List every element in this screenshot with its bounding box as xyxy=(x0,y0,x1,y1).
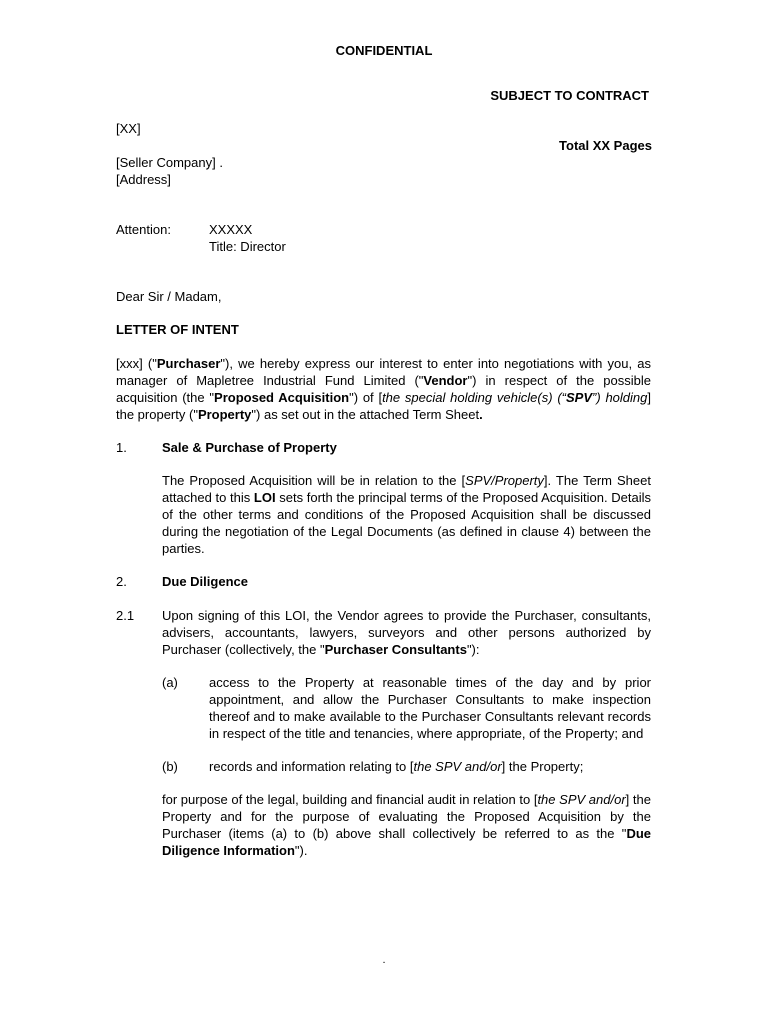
subject-to-contract: SUBJECT TO CONTRACT xyxy=(490,88,649,103)
total-pages: Total XX Pages xyxy=(559,138,652,153)
attention-label: Attention: xyxy=(116,222,171,237)
intro-paragraph: [xxx] ("Purchaser"), we hereby express our interest to enter into negotiations with you, as manager of Mapletree Industrial Fund Limited ("Vendor") in respect of the possible acquisition (the "Proposed Acquisition") of [the special holding vehicle(s) (“SPV”) holding] the property ("Property") as set out in the attached Term Sheet. xyxy=(116,356,652,422)
attention-title: Title: Director xyxy=(209,239,286,254)
item-a-label: (a) xyxy=(162,675,178,690)
salutation: Dear Sir / Madam, xyxy=(116,289,222,304)
item-a-text: access to the Property at reasonable times of the day and by prior appointment, and allow the Purchaser Consultants to make inspection thereof and to make available to the Purchaser Consultants relevant records in respect of the title and tenancies, where appropriate, of the Property; and xyxy=(209,675,651,741)
seller-address: [Address] xyxy=(116,172,171,187)
clause-2-1-number: 2.1 xyxy=(116,608,135,623)
item-b-label: (b) xyxy=(162,759,178,774)
seller-company: [Seller Company] . xyxy=(116,155,223,170)
attention-name: XXXXX xyxy=(209,222,253,237)
confidential-heading: CONFIDENTIAL xyxy=(335,43,433,58)
letter-date: [XX] xyxy=(116,121,141,136)
item-b-text: records and information relating to [the SPV and/or] the Property; xyxy=(209,759,584,774)
section-2-number: 2. xyxy=(116,574,127,589)
document-title: LETTER OF INTENT xyxy=(116,322,239,337)
section-1-heading: Sale & Purchase of Property xyxy=(162,440,337,455)
due-diligence-closing-paragraph: for purpose of the legal, building and financial audit in relation to [the SPV and/or] the Property and for the purpose of evaluating the Proposed Acquisition by the Purchaser (items (a) to (b) above shall collectively be referred to as the "Due Diligence Information"). xyxy=(162,792,651,858)
clause-2-1-paragraph: Upon signing of this LOI, the Vendor agrees to provide the Purchaser, consultants, advisers, accountants, lawyers, surveyors and other persons authorized by Purchaser (collectively, the "Purchaser Consultants"): xyxy=(162,608,651,657)
section-1-number: 1. xyxy=(116,440,127,455)
page-footer-mark: . xyxy=(382,954,386,966)
section-1-paragraph: The Proposed Acquisition will be in relation to the [SPV/Property]. The Term Sheet attached to this LOI sets forth the principal terms of the Proposed Acquisition. Details of the other terms and conditions of the Proposed Acquisition shall be discussed during the negotiation of the Legal Documents (as defined in clause 4) between the parties. xyxy=(162,473,651,556)
section-2-heading: Due Diligence xyxy=(162,574,248,589)
